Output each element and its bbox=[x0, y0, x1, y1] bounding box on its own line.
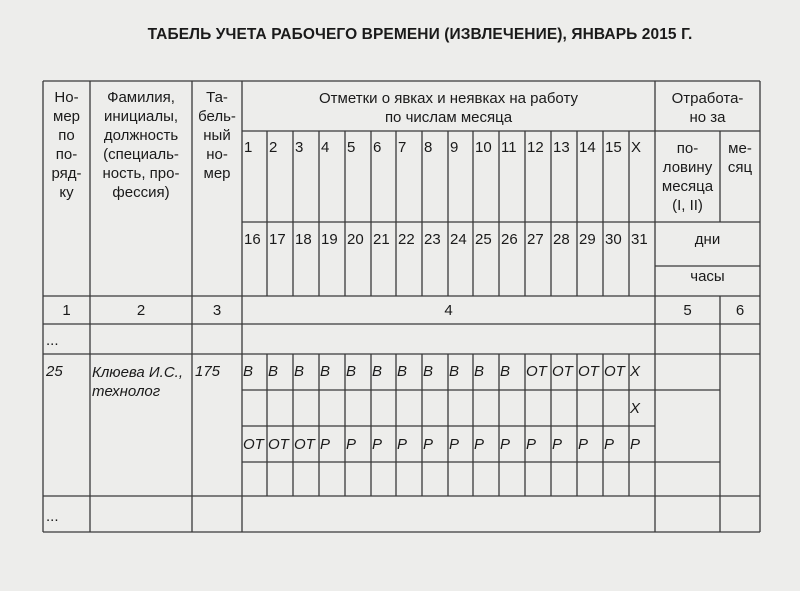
attendance-mark: ОТ bbox=[552, 363, 573, 380]
attendance-mark: ОТ bbox=[268, 436, 289, 453]
attendance-mark: В bbox=[397, 363, 408, 380]
ellipsis-row: ... bbox=[46, 508, 59, 525]
attendance-mark: ОТ bbox=[294, 436, 315, 453]
attendance-mark: В bbox=[372, 363, 383, 380]
day-number: 20 bbox=[347, 231, 364, 248]
column-number: 1 bbox=[62, 302, 71, 319]
day-number: 14 bbox=[579, 139, 596, 156]
attendance-mark: Р bbox=[526, 436, 537, 453]
attendance-mark: ОТ bbox=[243, 436, 264, 453]
day-number: 11 bbox=[501, 139, 517, 156]
employee-number: 25 bbox=[46, 363, 63, 380]
attendance-mark: Р bbox=[500, 436, 511, 453]
attendance-mark: В bbox=[268, 363, 279, 380]
attendance-mark: Р bbox=[552, 436, 563, 453]
document-title: ТАБЕЛЬ УЧЕТА РАБОЧЕГО ВРЕМЕНИ (ИЗВЛЕЧЕНИЕ), ЯНВАРЬ 2015 Г. bbox=[147, 26, 693, 43]
day-number: 16 bbox=[244, 231, 261, 248]
attendance-mark: В bbox=[449, 363, 460, 380]
day-number: 13 bbox=[553, 139, 570, 156]
attendance-mark: ОТ bbox=[526, 363, 547, 380]
attendance-mark: Р bbox=[372, 436, 383, 453]
day-number: 24 bbox=[450, 231, 467, 248]
header-worked-column: Отработа- но за bbox=[671, 90, 744, 126]
header-month: ме- сяц bbox=[727, 140, 753, 176]
employee-name: Клюева И.С., технолог bbox=[92, 364, 183, 400]
attendance-mark: Р bbox=[423, 436, 434, 453]
day-number: 28 bbox=[553, 231, 570, 248]
day-number: 9 bbox=[450, 139, 459, 156]
header-marks-column: Отметки о явках и неявках на работу по числам месяца bbox=[319, 90, 578, 126]
day-number: 19 bbox=[321, 231, 338, 248]
employee-tab-number: 175 bbox=[195, 363, 221, 380]
ellipsis-row: ... bbox=[46, 332, 59, 349]
attendance-mark: В bbox=[500, 363, 511, 380]
attendance-mark: В bbox=[294, 363, 305, 380]
day-number: X bbox=[631, 139, 642, 156]
day-number: 6 bbox=[373, 139, 382, 156]
day-number: 10 bbox=[475, 139, 492, 156]
attendance-mark: В bbox=[243, 363, 254, 380]
column-number: 5 bbox=[683, 302, 692, 319]
header-half-month: по- ловину месяца (I, II) bbox=[661, 140, 714, 214]
header-tab-number-column: Та- бель- ный но- мер bbox=[198, 89, 236, 182]
column-number: 6 bbox=[735, 302, 745, 319]
day-number: 26 bbox=[501, 231, 518, 248]
day-number: 29 bbox=[579, 231, 596, 248]
day-number: 4 bbox=[321, 139, 330, 156]
column-number: 2 bbox=[136, 302, 146, 319]
day-number: 22 bbox=[398, 231, 415, 248]
attendance-mark: Р bbox=[449, 436, 460, 453]
attendance-mark: В bbox=[423, 363, 434, 380]
attendance-mark: Р bbox=[604, 436, 615, 453]
column-number: 3 bbox=[212, 302, 222, 319]
header-days-label: дни bbox=[694, 231, 721, 248]
day-number: 27 bbox=[527, 231, 544, 248]
column-number: 4 bbox=[444, 302, 453, 319]
attendance-mark: Р bbox=[320, 436, 331, 453]
day-number: 1 bbox=[244, 139, 253, 156]
attendance-mark: ОТ bbox=[604, 363, 625, 380]
day-number: 18 bbox=[295, 231, 312, 248]
day-number: 12 bbox=[527, 139, 544, 156]
day-number: 17 bbox=[269, 231, 286, 248]
day-number: 3 bbox=[295, 139, 304, 156]
header-name-column: Фамилия, инициалы, должность (специаль- ность, про- фессия) bbox=[102, 89, 180, 201]
attendance-mark: Р bbox=[578, 436, 589, 453]
day-number: 25 bbox=[475, 231, 492, 248]
day-number: 31 bbox=[631, 231, 648, 248]
attendance-mark: В bbox=[474, 363, 485, 380]
day-number: 7 bbox=[398, 139, 407, 156]
attendance-mark: Р bbox=[397, 436, 408, 453]
header-number-column: Но- мер по по- ряд- ку bbox=[51, 89, 82, 201]
day-number: 21 bbox=[373, 231, 390, 248]
attendance-mark: В bbox=[320, 363, 331, 380]
day-number: 5 bbox=[347, 139, 356, 156]
attendance-mark: Р bbox=[630, 436, 641, 453]
attendance-mark: ОТ bbox=[578, 363, 599, 380]
attendance-mark: Р bbox=[474, 436, 485, 453]
day-number: 8 bbox=[424, 139, 433, 156]
attendance-mark: Х bbox=[630, 363, 641, 380]
attendance-mark: Х bbox=[630, 400, 641, 417]
day-number: 23 bbox=[424, 231, 441, 248]
day-number: 2 bbox=[269, 139, 278, 156]
day-number: 15 bbox=[605, 139, 622, 156]
header-hours-label: часы bbox=[690, 268, 725, 285]
attendance-mark: Р bbox=[346, 436, 357, 453]
day-number: 30 bbox=[605, 231, 622, 248]
attendance-mark: В bbox=[346, 363, 357, 380]
